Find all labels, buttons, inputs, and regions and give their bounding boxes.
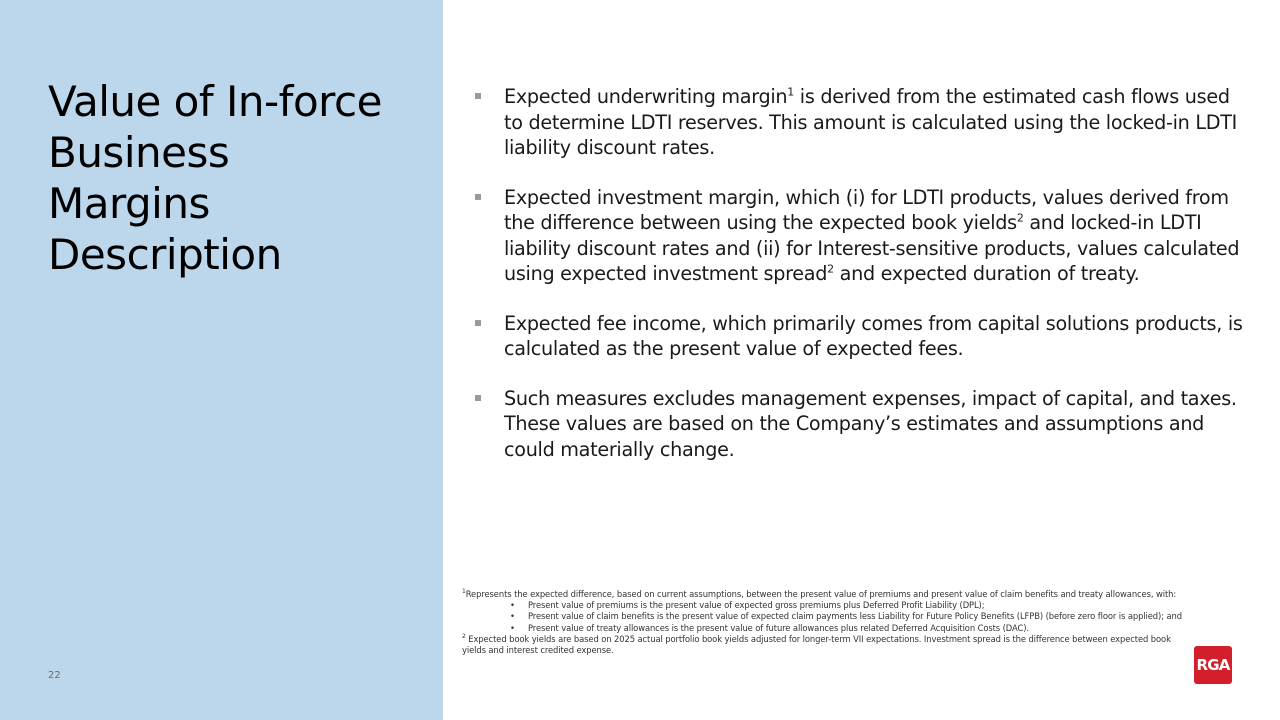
square-bullet-icon — [475, 93, 481, 99]
bullet-text: Expected investment margin, which (i) for LDTI products, values derived from the difference between using the expected book yields — [504, 185, 1229, 234]
footnotes — [462, 589, 1182, 656]
title-line: Business — [48, 128, 230, 178]
left-panel — [0, 0, 443, 720]
title-line: Margins — [48, 179, 210, 229]
footnote-1 — [462, 589, 1182, 600]
footnote-1-list — [462, 600, 1182, 634]
bullet-list — [474, 84, 1244, 486]
footnote-item-text: Present value of claim benefits is the present value of expected claim payments less Liability for Future Policy Benefits (LFPB) (before zero floor is applied); and — [528, 611, 1182, 622]
dot-bullet-icon: • — [510, 611, 515, 622]
bullet-underwriting-margin — [474, 84, 1244, 161]
footnote-text: Expected book yields are based on 2025 actual portfolio book yields adjusted for longer-term VII expectations. Investment spread is the difference between expected book yields and interest credited expense. — [462, 633, 1171, 656]
page-number: 22 — [48, 670, 61, 681]
square-bullet-icon — [475, 194, 481, 200]
footnote-item-text: Present value of premiums is the present value of expected gross premiums plus Deferred Profit Liability (DPL); — [528, 600, 985, 611]
bullet-text: Expected fee income, which primarily comes from capital solutions products, is calculated as the present value of expected fees. — [504, 311, 1243, 360]
bullet-exclusions — [474, 386, 1244, 463]
dot-bullet-icon: • — [510, 600, 515, 611]
footnote-ref: 2 — [1016, 211, 1024, 225]
footnote-list-item — [462, 611, 1182, 622]
footnote-number: 2 — [462, 633, 466, 641]
title-line: Description — [48, 230, 282, 280]
square-bullet-icon — [475, 395, 481, 401]
bullet-text: Expected underwriting margin — [504, 85, 788, 108]
bullet-investment-margin — [474, 185, 1244, 287]
footnote-2 — [462, 634, 1182, 656]
footnote-item-text: Present value of treaty allowances is the present value of future allowances plus related Deferred Acquisition Costs (DAC). — [528, 622, 1029, 633]
bullet-text: and expected duration of treaty. — [833, 262, 1140, 285]
dot-bullet-icon: • — [510, 622, 515, 633]
rga-logo: RGA — [1194, 646, 1232, 684]
footnote-list-item — [462, 600, 1182, 611]
footnote-ref: 2 — [827, 262, 834, 276]
bullet-text: Such measures excludes management expenses, impact of capital, and taxes. These values are based on the Company’s estimates and assumptions and could materially change. — [504, 386, 1237, 461]
bullet-text: is derived from the estimated cash flows used to determine LDTI reserves. This amount is calculated using the locked-in LDTI liability discount rates. — [504, 85, 1237, 159]
slide-title — [48, 76, 428, 280]
footnote-ref: 1 — [787, 85, 794, 99]
footnote-number: 1 — [462, 588, 466, 596]
title-line: Value of In-force — [48, 77, 382, 127]
bullet-fee-income — [474, 311, 1244, 362]
footnote-text: Represents the expected difference, based on current assumptions, between the present value of premiums and present value of claim benefits and treaty allowances, with: — [465, 589, 1177, 599]
square-bullet-icon — [475, 320, 481, 326]
footnote-list-item — [462, 623, 1182, 634]
bullet-text: and locked-in LDTI liability discount rates and (ii) for Interest-sensitive products, values calculated using expected investment spread — [504, 211, 1240, 285]
